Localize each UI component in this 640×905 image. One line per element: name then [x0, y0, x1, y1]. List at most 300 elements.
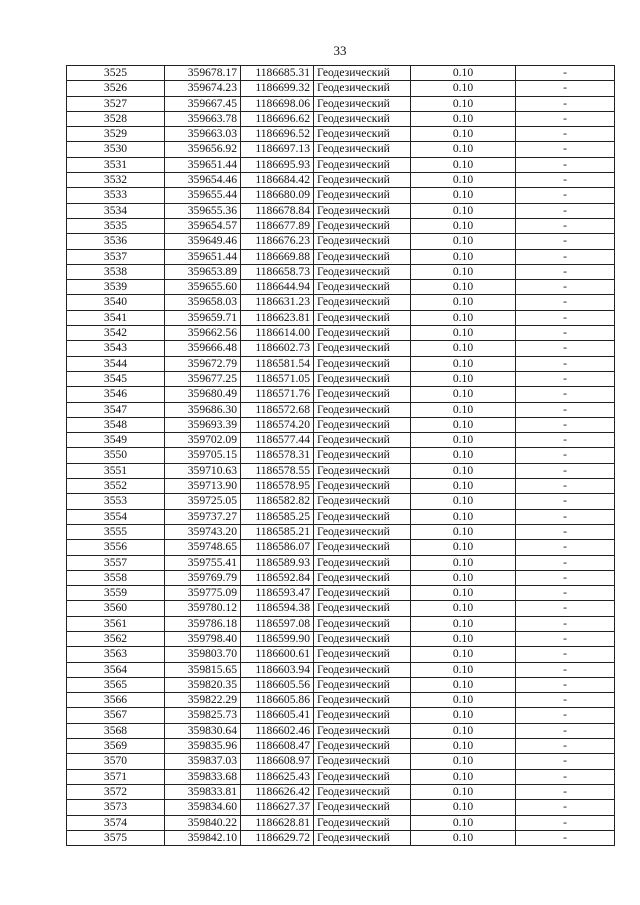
point-number-cell: 3529	[67, 127, 165, 142]
x-coordinate-cell: 359651.44	[165, 249, 241, 264]
extra-cell: -	[516, 433, 615, 448]
y-coordinate-cell: 1186696.52	[241, 127, 314, 142]
point-number-cell: 3571	[67, 769, 165, 784]
y-coordinate-cell: 1186695.93	[241, 157, 314, 172]
page-number: 33	[333, 43, 347, 58]
x-coordinate-cell: 359837.03	[165, 754, 241, 769]
x-coordinate-cell: 359769.79	[165, 570, 241, 585]
method-cell: Геодезический	[314, 203, 411, 218]
table-row	[67, 479, 615, 494]
y-coordinate-cell: 1186625.43	[241, 769, 314, 784]
extra-cell: -	[516, 555, 615, 570]
extra-cell: -	[516, 830, 615, 845]
accuracy-cell: 0.10	[411, 326, 516, 341]
point-number-cell: 3539	[67, 280, 165, 295]
y-coordinate-cell: 1186578.95	[241, 479, 314, 494]
method-cell: Геодезический	[314, 570, 411, 585]
y-coordinate-cell: 1186600.61	[241, 647, 314, 662]
table-row	[67, 463, 615, 478]
y-coordinate-cell: 1186572.68	[241, 402, 314, 417]
table-body	[67, 66, 615, 846]
y-coordinate-cell: 1186605.86	[241, 693, 314, 708]
table-row	[67, 66, 615, 81]
point-number-cell: 3554	[67, 509, 165, 524]
x-coordinate-cell: 359840.22	[165, 815, 241, 830]
y-coordinate-cell: 1186608.97	[241, 754, 314, 769]
method-cell: Геодезический	[314, 631, 411, 646]
point-number-cell: 3549	[67, 433, 165, 448]
accuracy-cell: 0.10	[411, 264, 516, 279]
x-coordinate-cell: 359835.96	[165, 739, 241, 754]
table-row	[67, 417, 615, 432]
x-coordinate-cell: 359705.15	[165, 448, 241, 463]
extra-cell: -	[516, 677, 615, 692]
extra-cell: -	[516, 448, 615, 463]
table-row	[67, 188, 615, 203]
method-cell: Геодезический	[314, 800, 411, 815]
accuracy-cell: 0.10	[411, 387, 516, 402]
extra-cell: -	[516, 402, 615, 417]
x-coordinate-cell: 359822.29	[165, 693, 241, 708]
y-coordinate-cell: 1186603.94	[241, 662, 314, 677]
extra-cell: -	[516, 127, 615, 142]
point-number-cell: 3541	[67, 310, 165, 325]
table-row	[67, 693, 615, 708]
point-number-cell: 3536	[67, 234, 165, 249]
method-cell: Геодезический	[314, 754, 411, 769]
table-row	[67, 524, 615, 539]
table-row	[67, 494, 615, 509]
point-number-cell: 3575	[67, 830, 165, 845]
point-number-cell: 3543	[67, 341, 165, 356]
accuracy-cell: 0.10	[411, 708, 516, 723]
method-cell: Геодезический	[314, 387, 411, 402]
y-coordinate-cell: 1186602.73	[241, 341, 314, 356]
table-row	[67, 280, 615, 295]
method-cell: Геодезический	[314, 463, 411, 478]
extra-cell: -	[516, 218, 615, 233]
extra-cell: -	[516, 371, 615, 386]
method-cell: Геодезический	[314, 249, 411, 264]
accuracy-cell: 0.10	[411, 417, 516, 432]
accuracy-cell: 0.10	[411, 662, 516, 677]
extra-cell: -	[516, 616, 615, 631]
point-number-cell: 3568	[67, 723, 165, 738]
x-coordinate-cell: 359663.78	[165, 111, 241, 126]
point-number-cell: 3538	[67, 264, 165, 279]
accuracy-cell: 0.10	[411, 479, 516, 494]
table-row	[67, 341, 615, 356]
x-coordinate-cell: 359653.89	[165, 264, 241, 279]
y-coordinate-cell: 1186581.54	[241, 356, 314, 371]
accuracy-cell: 0.10	[411, 570, 516, 585]
x-coordinate-cell: 359755.41	[165, 555, 241, 570]
method-cell: Геодезический	[314, 693, 411, 708]
y-coordinate-cell: 1186608.47	[241, 739, 314, 754]
accuracy-cell: 0.10	[411, 188, 516, 203]
x-coordinate-cell: 359803.70	[165, 647, 241, 662]
method-cell: Геодезический	[314, 111, 411, 126]
table-row	[67, 555, 615, 570]
y-coordinate-cell: 1186578.55	[241, 463, 314, 478]
extra-cell: -	[516, 754, 615, 769]
accuracy-cell: 0.10	[411, 234, 516, 249]
point-number-cell: 3548	[67, 417, 165, 432]
y-coordinate-cell: 1186605.41	[241, 708, 314, 723]
extra-cell: -	[516, 784, 615, 799]
table-row	[67, 173, 615, 188]
table-row	[67, 815, 615, 830]
accuracy-cell: 0.10	[411, 601, 516, 616]
table-row	[67, 111, 615, 126]
coordinates-table	[66, 65, 615, 846]
method-cell: Геодезический	[314, 326, 411, 341]
table-row	[67, 142, 615, 157]
method-cell: Геодезический	[314, 784, 411, 799]
method-cell: Геодезический	[314, 402, 411, 417]
method-cell: Геодезический	[314, 157, 411, 172]
method-cell: Геодезический	[314, 234, 411, 249]
x-coordinate-cell: 359798.40	[165, 631, 241, 646]
y-coordinate-cell: 1186678.84	[241, 203, 314, 218]
accuracy-cell: 0.10	[411, 784, 516, 799]
point-number-cell: 3531	[67, 157, 165, 172]
table-row	[67, 218, 615, 233]
x-coordinate-cell: 359666.48	[165, 341, 241, 356]
method-cell: Геодезический	[314, 739, 411, 754]
extra-cell: -	[516, 815, 615, 830]
extra-cell: -	[516, 142, 615, 157]
accuracy-cell: 0.10	[411, 647, 516, 662]
y-coordinate-cell: 1186571.05	[241, 371, 314, 386]
x-coordinate-cell: 359780.12	[165, 601, 241, 616]
accuracy-cell: 0.10	[411, 754, 516, 769]
point-number-cell: 3535	[67, 218, 165, 233]
x-coordinate-cell: 359672.79	[165, 356, 241, 371]
method-cell: Геодезический	[314, 127, 411, 142]
method-cell: Геодезический	[314, 310, 411, 325]
method-cell: Геодезический	[314, 555, 411, 570]
extra-cell: -	[516, 188, 615, 203]
accuracy-cell: 0.10	[411, 800, 516, 815]
extra-cell: -	[516, 693, 615, 708]
extra-cell: -	[516, 417, 615, 432]
extra-cell: -	[516, 739, 615, 754]
extra-cell: -	[516, 509, 615, 524]
extra-cell: -	[516, 479, 615, 494]
x-coordinate-cell: 359659.71	[165, 310, 241, 325]
accuracy-cell: 0.10	[411, 203, 516, 218]
y-coordinate-cell: 1186644.94	[241, 280, 314, 295]
x-coordinate-cell: 359686.30	[165, 402, 241, 417]
point-number-cell: 3533	[67, 188, 165, 203]
table-row	[67, 249, 615, 264]
point-number-cell: 3552	[67, 479, 165, 494]
point-number-cell: 3574	[67, 815, 165, 830]
accuracy-cell: 0.10	[411, 830, 516, 845]
point-number-cell: 3558	[67, 570, 165, 585]
y-coordinate-cell: 1186669.88	[241, 249, 314, 264]
y-coordinate-cell: 1186585.21	[241, 524, 314, 539]
method-cell: Геодезический	[314, 417, 411, 432]
extra-cell: -	[516, 769, 615, 784]
method-cell: Геодезический	[314, 479, 411, 494]
accuracy-cell: 0.10	[411, 631, 516, 646]
method-cell: Геодезический	[314, 295, 411, 310]
y-coordinate-cell: 1186680.09	[241, 188, 314, 203]
accuracy-cell: 0.10	[411, 66, 516, 81]
method-cell: Геодезический	[314, 218, 411, 233]
point-number-cell: 3573	[67, 800, 165, 815]
x-coordinate-cell: 359830.64	[165, 723, 241, 738]
method-cell: Геодезический	[314, 677, 411, 692]
y-coordinate-cell: 1186574.20	[241, 417, 314, 432]
accuracy-cell: 0.10	[411, 310, 516, 325]
table-row	[67, 769, 615, 784]
y-coordinate-cell: 1186586.07	[241, 540, 314, 555]
table-row	[67, 586, 615, 601]
accuracy-cell: 0.10	[411, 448, 516, 463]
accuracy-cell: 0.10	[411, 142, 516, 157]
y-coordinate-cell: 1186594.38	[241, 601, 314, 616]
extra-cell: -	[516, 387, 615, 402]
accuracy-cell: 0.10	[411, 555, 516, 570]
x-coordinate-cell: 359702.09	[165, 433, 241, 448]
x-coordinate-cell: 359651.44	[165, 157, 241, 172]
extra-cell: -	[516, 647, 615, 662]
extra-cell: -	[516, 662, 615, 677]
point-number-cell: 3551	[67, 463, 165, 478]
x-coordinate-cell: 359678.17	[165, 66, 241, 81]
x-coordinate-cell: 359710.63	[165, 463, 241, 478]
table-row	[67, 723, 615, 738]
point-number-cell: 3537	[67, 249, 165, 264]
method-cell: Геодезический	[314, 616, 411, 631]
y-coordinate-cell: 1186697.13	[241, 142, 314, 157]
point-number-cell: 3562	[67, 631, 165, 646]
x-coordinate-cell: 359775.09	[165, 586, 241, 601]
table-row	[67, 677, 615, 692]
x-coordinate-cell: 359786.18	[165, 616, 241, 631]
accuracy-cell: 0.10	[411, 723, 516, 738]
table-row	[67, 601, 615, 616]
method-cell: Геодезический	[314, 769, 411, 784]
method-cell: Геодезический	[314, 356, 411, 371]
table-row	[67, 433, 615, 448]
y-coordinate-cell: 1186629.72	[241, 830, 314, 845]
point-number-cell: 3544	[67, 356, 165, 371]
table-row	[67, 81, 615, 96]
point-number-cell: 3526	[67, 81, 165, 96]
extra-cell: -	[516, 524, 615, 539]
extra-cell: -	[516, 111, 615, 126]
extra-cell: -	[516, 249, 615, 264]
x-coordinate-cell: 359655.44	[165, 188, 241, 203]
method-cell: Геодезический	[314, 586, 411, 601]
accuracy-cell: 0.10	[411, 586, 516, 601]
y-coordinate-cell: 1186599.90	[241, 631, 314, 646]
extra-cell: -	[516, 463, 615, 478]
y-coordinate-cell: 1186585.25	[241, 509, 314, 524]
table-row	[67, 708, 615, 723]
y-coordinate-cell: 1186626.42	[241, 784, 314, 799]
extra-cell: -	[516, 723, 615, 738]
table-row	[67, 402, 615, 417]
table-row	[67, 264, 615, 279]
point-number-cell: 3547	[67, 402, 165, 417]
x-coordinate-cell: 359693.39	[165, 417, 241, 432]
extra-cell: -	[516, 295, 615, 310]
point-number-cell: 3561	[67, 616, 165, 631]
method-cell: Геодезический	[314, 341, 411, 356]
y-coordinate-cell: 1186602.46	[241, 723, 314, 738]
extra-cell: -	[516, 356, 615, 371]
point-number-cell: 3542	[67, 326, 165, 341]
method-cell: Геодезический	[314, 142, 411, 157]
x-coordinate-cell: 359667.45	[165, 96, 241, 111]
accuracy-cell: 0.10	[411, 524, 516, 539]
y-coordinate-cell: 1186578.31	[241, 448, 314, 463]
x-coordinate-cell: 359654.46	[165, 173, 241, 188]
method-cell: Геодезический	[314, 96, 411, 111]
method-cell: Геодезический	[314, 188, 411, 203]
y-coordinate-cell: 1186597.08	[241, 616, 314, 631]
extra-cell: -	[516, 66, 615, 81]
point-number-cell: 3572	[67, 784, 165, 799]
accuracy-cell: 0.10	[411, 295, 516, 310]
extra-cell: -	[516, 708, 615, 723]
point-number-cell: 3560	[67, 601, 165, 616]
point-number-cell: 3553	[67, 494, 165, 509]
x-coordinate-cell: 359737.27	[165, 509, 241, 524]
extra-cell: -	[516, 280, 615, 295]
accuracy-cell: 0.10	[411, 693, 516, 708]
point-number-cell: 3545	[67, 371, 165, 386]
table-row	[67, 509, 615, 524]
x-coordinate-cell: 359725.05	[165, 494, 241, 509]
accuracy-cell: 0.10	[411, 157, 516, 172]
y-coordinate-cell: 1186582.82	[241, 494, 314, 509]
x-coordinate-cell: 359654.57	[165, 218, 241, 233]
table-row	[67, 830, 615, 845]
point-number-cell: 3565	[67, 677, 165, 692]
accuracy-cell: 0.10	[411, 433, 516, 448]
method-cell: Геодезический	[314, 81, 411, 96]
x-coordinate-cell: 359825.73	[165, 708, 241, 723]
x-coordinate-cell: 359820.35	[165, 677, 241, 692]
x-coordinate-cell: 359655.36	[165, 203, 241, 218]
x-coordinate-cell: 359680.49	[165, 387, 241, 402]
y-coordinate-cell: 1186571.76	[241, 387, 314, 402]
y-coordinate-cell: 1186698.06	[241, 96, 314, 111]
x-coordinate-cell: 359674.23	[165, 81, 241, 96]
y-coordinate-cell: 1186577.44	[241, 433, 314, 448]
table-row	[67, 631, 615, 646]
y-coordinate-cell: 1186623.81	[241, 310, 314, 325]
accuracy-cell: 0.10	[411, 81, 516, 96]
extra-cell: -	[516, 341, 615, 356]
table-row	[67, 448, 615, 463]
x-coordinate-cell: 359748.65	[165, 540, 241, 555]
table-row	[67, 754, 615, 769]
method-cell: Геодезический	[314, 264, 411, 279]
extra-cell: -	[516, 173, 615, 188]
extra-cell: -	[516, 601, 615, 616]
accuracy-cell: 0.10	[411, 463, 516, 478]
method-cell: Геодезический	[314, 601, 411, 616]
table-row	[67, 157, 615, 172]
point-number-cell: 3527	[67, 96, 165, 111]
y-coordinate-cell: 1186696.62	[241, 111, 314, 126]
x-coordinate-cell: 359743.20	[165, 524, 241, 539]
accuracy-cell: 0.10	[411, 509, 516, 524]
extra-cell: -	[516, 96, 615, 111]
method-cell: Геодезический	[314, 647, 411, 662]
accuracy-cell: 0.10	[411, 96, 516, 111]
x-coordinate-cell: 359842.10	[165, 830, 241, 845]
x-coordinate-cell: 359834.60	[165, 800, 241, 815]
x-coordinate-cell: 359713.90	[165, 479, 241, 494]
y-coordinate-cell: 1186676.23	[241, 234, 314, 249]
table-row	[67, 800, 615, 815]
extra-cell: -	[516, 157, 615, 172]
x-coordinate-cell: 359662.56	[165, 326, 241, 341]
table-row	[67, 127, 615, 142]
table-row	[67, 356, 615, 371]
method-cell: Геодезический	[314, 509, 411, 524]
accuracy-cell: 0.10	[411, 616, 516, 631]
accuracy-cell: 0.10	[411, 218, 516, 233]
point-number-cell: 3570	[67, 754, 165, 769]
point-number-cell: 3563	[67, 647, 165, 662]
point-number-cell: 3564	[67, 662, 165, 677]
y-coordinate-cell: 1186684.42	[241, 173, 314, 188]
extra-cell: -	[516, 310, 615, 325]
accuracy-cell: 0.10	[411, 402, 516, 417]
accuracy-cell: 0.10	[411, 769, 516, 784]
x-coordinate-cell: 359833.81	[165, 784, 241, 799]
table-row	[67, 540, 615, 555]
extra-cell: -	[516, 203, 615, 218]
y-coordinate-cell: 1186627.37	[241, 800, 314, 815]
table-row	[67, 570, 615, 585]
table-row	[67, 662, 615, 677]
extra-cell: -	[516, 631, 615, 646]
method-cell: Геодезический	[314, 524, 411, 539]
extra-cell: -	[516, 800, 615, 815]
table-row	[67, 295, 615, 310]
point-number-cell: 3540	[67, 295, 165, 310]
x-coordinate-cell: 359655.60	[165, 280, 241, 295]
accuracy-cell: 0.10	[411, 127, 516, 142]
accuracy-cell: 0.10	[411, 540, 516, 555]
y-coordinate-cell: 1186699.32	[241, 81, 314, 96]
x-coordinate-cell: 359663.03	[165, 127, 241, 142]
method-cell: Геодезический	[314, 433, 411, 448]
y-coordinate-cell: 1186685.31	[241, 66, 314, 81]
table-row	[67, 234, 615, 249]
y-coordinate-cell: 1186677.89	[241, 218, 314, 233]
method-cell: Геодезический	[314, 448, 411, 463]
method-cell: Геодезический	[314, 494, 411, 509]
table-row	[67, 371, 615, 386]
extra-cell: -	[516, 494, 615, 509]
method-cell: Геодезический	[314, 723, 411, 738]
accuracy-cell: 0.10	[411, 111, 516, 126]
y-coordinate-cell: 1186589.93	[241, 555, 314, 570]
accuracy-cell: 0.10	[411, 341, 516, 356]
point-number-cell: 3559	[67, 586, 165, 601]
